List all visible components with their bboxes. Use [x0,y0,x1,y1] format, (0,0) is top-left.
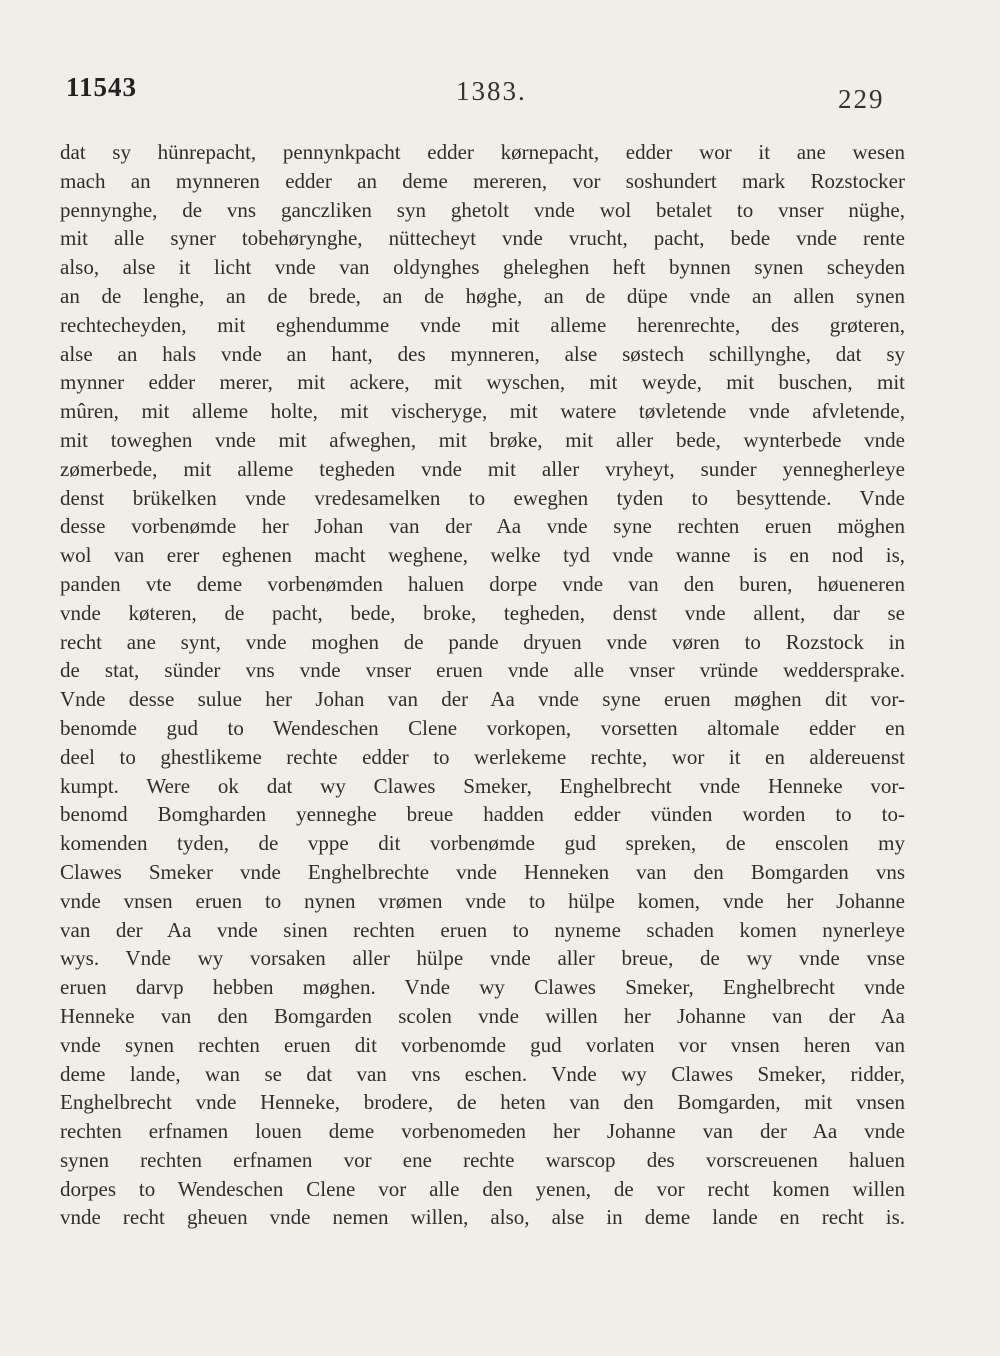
text-line: recht ane synt, vnde moghen de pande dryuen vnde vøren to Rozstock in [60,629,905,654]
document-number: 11543 [66,72,138,102]
text-line: dorpes to Wendeschen Clene vor alle den yenen, de vor recht komen willen [60,1176,905,1201]
text-line: denst brükelken vnde vredesamelken to eweghen tyden to besyttende. Vnde [60,485,905,510]
text-line: wol van erer eghenen macht weghene, welke tyd vnde wanne is en nod is, [60,543,905,568]
text-line: mit alle syner tobehørynghe, nüttecheyt vnde vrucht, pacht, bede vnde rente [60,226,905,251]
text-line: desse vorbenømde her Johan van der Aa vnde syne rechten eruen möghen [60,514,905,539]
text-line: panden vte deme vorbenømden haluen dorpe vnde van den buren, høueneren [60,571,905,596]
text-line: Enghelbrecht vnde Henneke, brodere, de heten van den Bomgarden, mit vnsen [60,1090,905,1115]
text-line: deel to ghestlikeme rechte edder to werlekeme rechte, wor it en aldereuenst [60,744,905,769]
text-line: also, alse it licht vnde van oldynghes gheleghen heft bynnen synen scheyden [60,255,905,280]
document-year: 1383. [456,76,527,106]
text-line: alse an hals vnde an hant, des mynneren, alse søstech schillynghe, dat sy [60,341,905,366]
text-line: dat sy hünrepacht, pennynkpacht edder kørnepacht, edder wor it ane wesen [60,140,905,164]
text-line: vnde køteren, de pacht, bede, broke, tegheden, denst vnde allent, dar se [60,600,905,625]
text-line: mynner edder merer, mit ackere, mit wyschen, mit weyde, mit buschen, mit [60,370,905,395]
text-line: Henneke van den Bomgarden scolen vnde willen her Johanne van der Aa [60,1003,905,1028]
text-line: mit toweghen vnde mit afweghen, mit brøke, mit aller bede, wynterbede vnde [60,427,905,452]
text-line: wys. Vnde wy vorsaken aller hülpe vnde aller breue, de wy vnde vnse [60,946,905,971]
text-line: rechten erfnamen louen deme vorbenomeden her Johanne van der Aa vnde [60,1119,905,1144]
text-line: zømerbede, mit alleme tegheden vnde mit aller vryheyt, sunder yennegherleye [60,456,905,481]
text-line: mûren, mit alleme holte, mit vischeryge, mit watere tøvletende vnde afvletende, [60,399,905,424]
text-line: vnde vnsen eruen to nynen vrømen vnde to hülpe komen, vnde her Johanne [60,888,905,913]
text-line: komenden tyden, de vppe dit vorbenømde gud spreken, de enscolen my [60,831,905,856]
text-line: synen rechten erfnamen vor ene rechte warscop des vorscreuenen haluen [60,1147,905,1172]
text-line: benomde gud to Wendeschen Clene vorkopen, vorsetten altomale edder en [60,715,905,740]
text-line: deme lande, wan se dat van vns eschen. Vnde wy Clawes Smeker, ridder, [60,1061,905,1086]
text-line: de stat, sünder vns vnde vnser eruen vnde alle vnser vründe weddersprake. [60,658,905,683]
text-line: van der Aa vnde sinen rechten eruen to nyneme schaden komen nynerleye [60,917,905,942]
text-line: mach an mynneren edder an deme mereren, vor soshundert mark Rozstocker [60,168,905,193]
text-line: rechtecheyden, mit eghendumme vnde mit alleme herenrechte, des grøteren, [60,312,905,337]
text-line: an de lenghe, an de brede, an de høghe, an de düpe vnde an allen synen [60,283,905,308]
text-line: Clawes Smeker vnde Enghelbrechte vnde Henneken van den Bomgarden vns [60,859,905,884]
text-line: eruen darvp hebben møghen. Vnde wy Clawes Smeker, Enghelbrecht vnde [60,975,905,1000]
text-line: vnde recht gheuen vnde nemen willen, also, alse in deme lande en recht is. [60,1205,905,1230]
page-header [0,0,1000,130]
page-number: 229 [838,84,885,114]
text-line: pennynghe, de vns ganczliken syn ghetolt vnde wol betalet to vnser nüghe, [60,197,905,222]
text-line: kumpt. Were ok dat wy Clawes Smeker, Enghelbrecht vnde Henneke vor- [60,773,905,798]
text-line: Vnde desse sulue her Johan van der Aa vnde syne eruen møghen dit vor- [60,687,905,712]
text-line: vnde synen rechten eruen dit vorbenomde gud vorlaten vor vnsen heren van [60,1032,905,1057]
document-body [60,138,905,1232]
text-line: benomd Bomgharden yenneghe breue hadden edder vünden worden to to- [60,802,905,827]
